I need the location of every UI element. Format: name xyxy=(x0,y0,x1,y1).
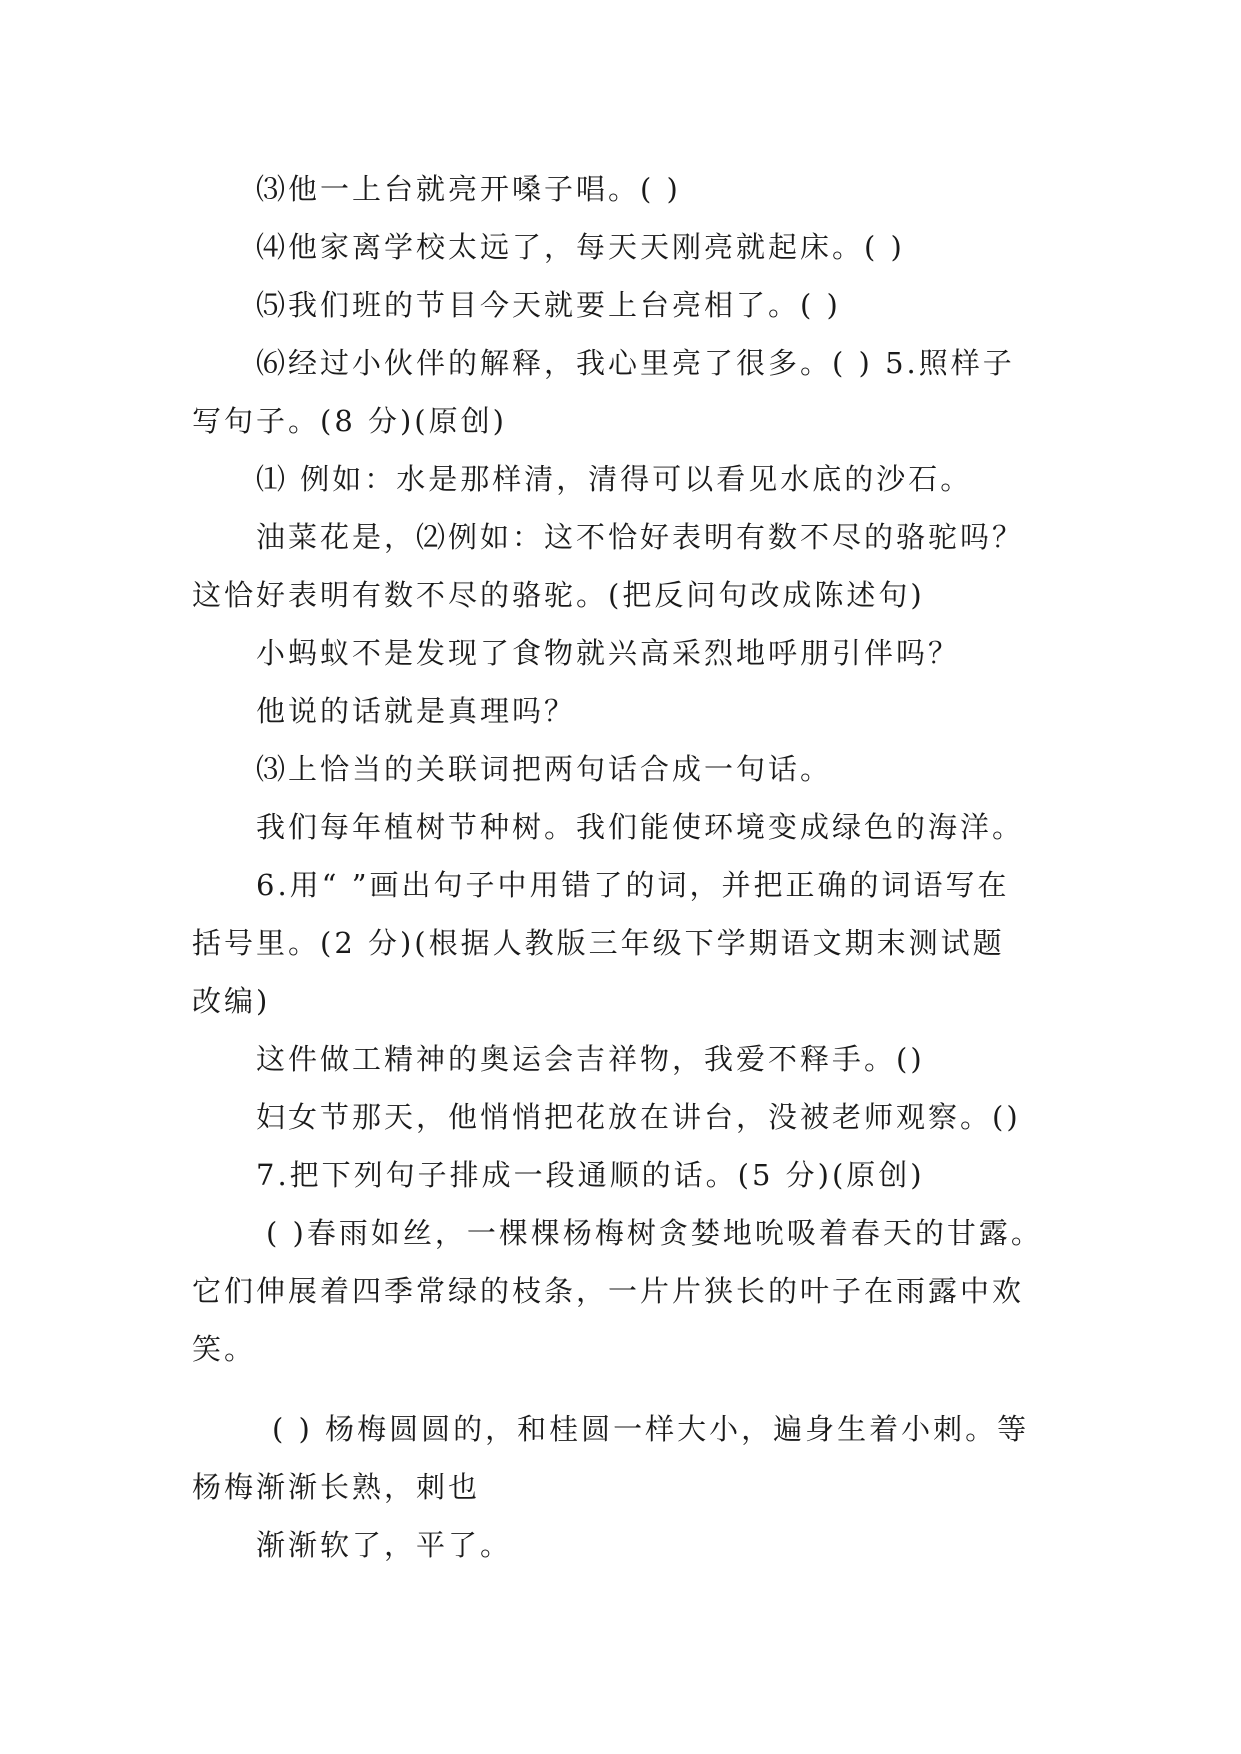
document-page xyxy=(192,160,1052,1574)
question-7-heading: 7.把下列句子排成一段通顺的话。(5 分)(原创) xyxy=(256,1158,925,1192)
question-4-item-5: ⑸我们班的节目今天就要上台亮相了。( ) xyxy=(256,288,841,322)
question-4-item-4: ⑷他家离学校太远了，每天天刚亮就起床。( ) xyxy=(256,230,905,264)
question-6-heading: 6.用“ ”画出句子中用错了的词，并把正确的词语写在 xyxy=(256,868,1010,902)
question-7-sentence-a: ( )春雨如丝，一棵棵杨梅树贪婪地吮吸着春天的甘露。 xyxy=(266,1216,1043,1250)
question-5-example-2-answer: 这恰好表明有数不尽的骆驼。(把反问句改成陈述句) xyxy=(192,578,925,612)
question-7-sentence-b-end: 渐渐软了，平了。 xyxy=(256,1528,513,1562)
question-5-item-2a: 小蚂蚁不是发现了食物就兴高采烈地呼朋引伴吗？ xyxy=(256,636,961,670)
question-5-example-1: ⑴ 例如：水是那样清，清得可以看见水底的沙石。 xyxy=(256,462,973,496)
question-6-heading-end: 改编) xyxy=(192,984,271,1018)
question-6-heading-cont: 括号里。(2 分)(根据人教版三年级下学期语文期末测试题 xyxy=(192,926,1005,960)
question-5-item-3-sentence: 我们每年植树节种树。我们能使环境变成绿色的海洋。 xyxy=(256,810,1025,844)
question-5-heading: 写句子。(8 分)(原创) xyxy=(192,404,507,438)
question-7-sentence-b-cont: 杨梅渐渐长熟，刺也 xyxy=(192,1470,481,1504)
question-5-item-2b: 他说的话就是真理吗？ xyxy=(256,694,577,728)
question-4-item-6: ⑹经过小伙伴的解释，我心里亮了很多。( ) 5.照样子 xyxy=(256,346,1015,380)
question-5-item-3-heading: ⑶上恰当的关联词把两句话合成一句话。 xyxy=(256,752,833,786)
question-4-item-3: ⑶他一上台就亮开嗓子唱。( ) xyxy=(256,172,681,206)
question-6-sentence-2: 妇女节那天，他悄悄把花放在讲台，没被老师观察。() xyxy=(256,1100,1021,1134)
question-7-sentence-b: ( ) 杨梅圆圆的，和桂圆一样大小，遍身生着小刺。等 xyxy=(272,1412,1030,1446)
question-6-sentence-1: 这件做工精神的奥运会吉祥物，我爱不释手。() xyxy=(256,1042,925,1076)
question-7-sentence-a-end: 笑。 xyxy=(192,1332,257,1366)
question-5-item-1-and-example-2: 油菜花是，⑵例如：这不恰好表明有数不尽的骆驼吗？ xyxy=(256,520,1025,554)
question-7-sentence-a-cont: 它们伸展着四季常绿的枝条，一片片狭长的叶子在雨露中欢 xyxy=(192,1274,1025,1308)
